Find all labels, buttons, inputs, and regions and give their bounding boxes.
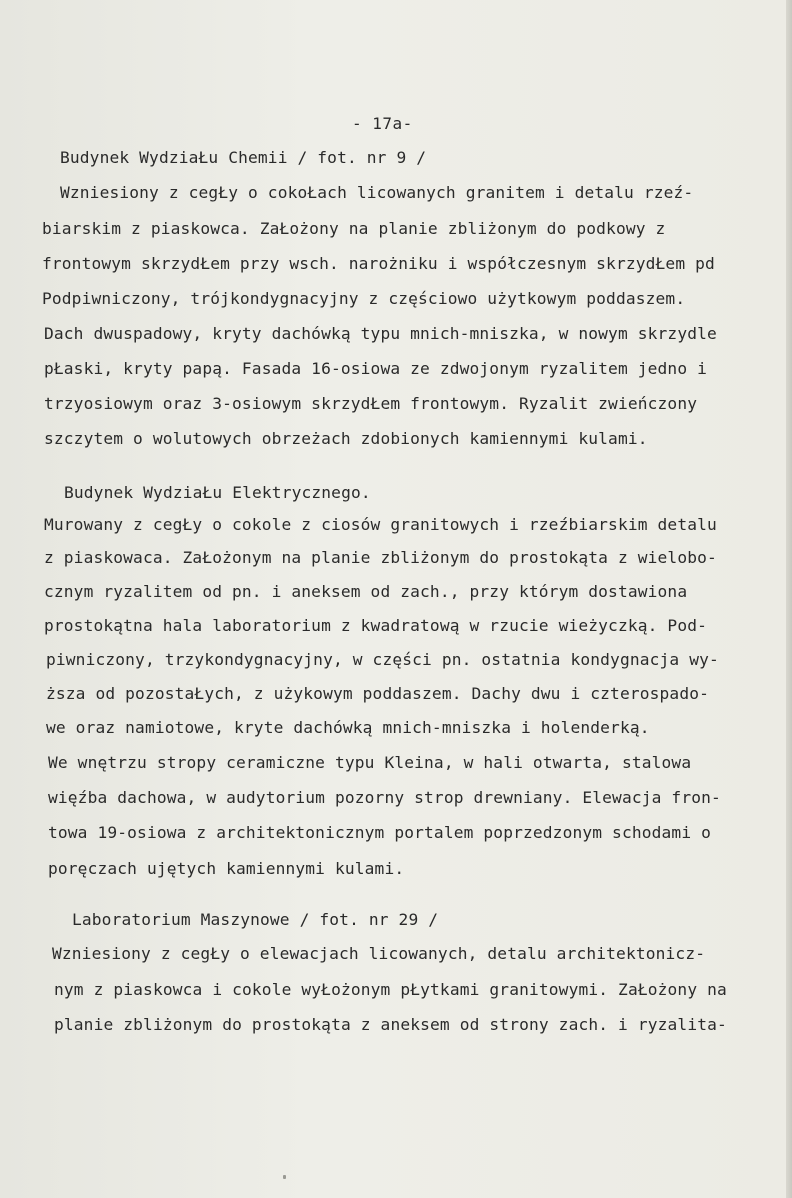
text-line: trzyosiowym oraz 3-osiowym skrzydŁem frontowym. Ryzalit zwieńczony xyxy=(44,394,698,413)
text-line: ższa od pozostaŁych, z użykowym poddaszem. Dachy dwu i czterospado- xyxy=(46,684,710,703)
text-line: szczytem o wolutowych obrzeżach zdobionych kamiennymi kulami. xyxy=(44,429,648,448)
text-line: towa 19-osiowa z architektonicznym portalem poprzedzonym schodami o xyxy=(48,823,712,842)
section-heading-machine-lab: Laboratorium Maszynowe / fot. nr 29 / xyxy=(72,910,439,929)
text-line: Wzniesiony z cegŁy o elewacjach licowanych, detalu architektonicz- xyxy=(52,944,706,963)
text-line: piwniczony, trzykondygnacyjny, w części pn. ostatnia kondygnacja wy- xyxy=(46,650,719,669)
text-line: pŁaski, kryty papą. Fasada 16-osiowa ze zdwojonym ryzalitem jedno i xyxy=(44,359,708,378)
section-heading-electrical: Budynek WydziaŁu Elektrycznego. xyxy=(64,483,371,502)
text-line: prostokątna hala laboratorium z kwadratową w rzucie wieżyczką. Pod- xyxy=(44,616,708,635)
section-heading-chemistry: Budynek WydziaŁu Chemii / fot. nr 9 / xyxy=(60,148,427,167)
text-line: frontowym skrzydŁem przy wsch. narożniku i współczesnym skrzydŁem pd xyxy=(42,254,715,273)
page-number: - 17a- xyxy=(352,114,413,133)
paper-speck xyxy=(283,1175,286,1179)
text-line: Murowany z cegŁy o cokole z ciosów granitowych i rzeźbiarskim detalu xyxy=(44,515,717,534)
text-line: cznym ryzalitem od pn. i aneksem od zach., przy którym dostawiona xyxy=(44,582,688,601)
text-line: biarskim z piaskowca. ZaŁożony na planie zbliżonym do podkowy z xyxy=(42,219,666,238)
text-line: Dach dwuspadowy, kryty dachówką typu mnich-mniszka, w nowym skrzydle xyxy=(44,324,717,343)
text-line: z piaskowaca. ZaŁożonym na planie zbliżonym do prostokąta z wielobo- xyxy=(44,548,717,567)
text-line: planie zbliżonym do prostokąta z aneksem od strony zach. i ryzalita- xyxy=(54,1015,727,1034)
text-line: Podpiwniczony, trójkondygnacyjny z częściowo użytkowym poddaszem. xyxy=(42,289,686,308)
page-edge xyxy=(786,0,792,1198)
text-line: więźba dachowa, w audytorium pozorny strop drewniany. Elewacja fron- xyxy=(48,788,721,807)
text-line: nym z piaskowca i cokole wyŁożonym pŁytkami granitowymi. ZaŁożony na xyxy=(54,980,727,999)
text-line: poręczach ujętych kamiennymi kulami. xyxy=(48,859,405,878)
text-line: we oraz namiotowe, kryte dachówką mnich-mniszka i holenderką. xyxy=(46,718,650,737)
text-line: We wnętrzu stropy ceramiczne typu Kleina, w hali otwarta, stalowa xyxy=(48,753,692,772)
text-line: Wzniesiony z cegŁy o cokoŁach licowanych granitem i detalu rzeź- xyxy=(60,183,694,202)
